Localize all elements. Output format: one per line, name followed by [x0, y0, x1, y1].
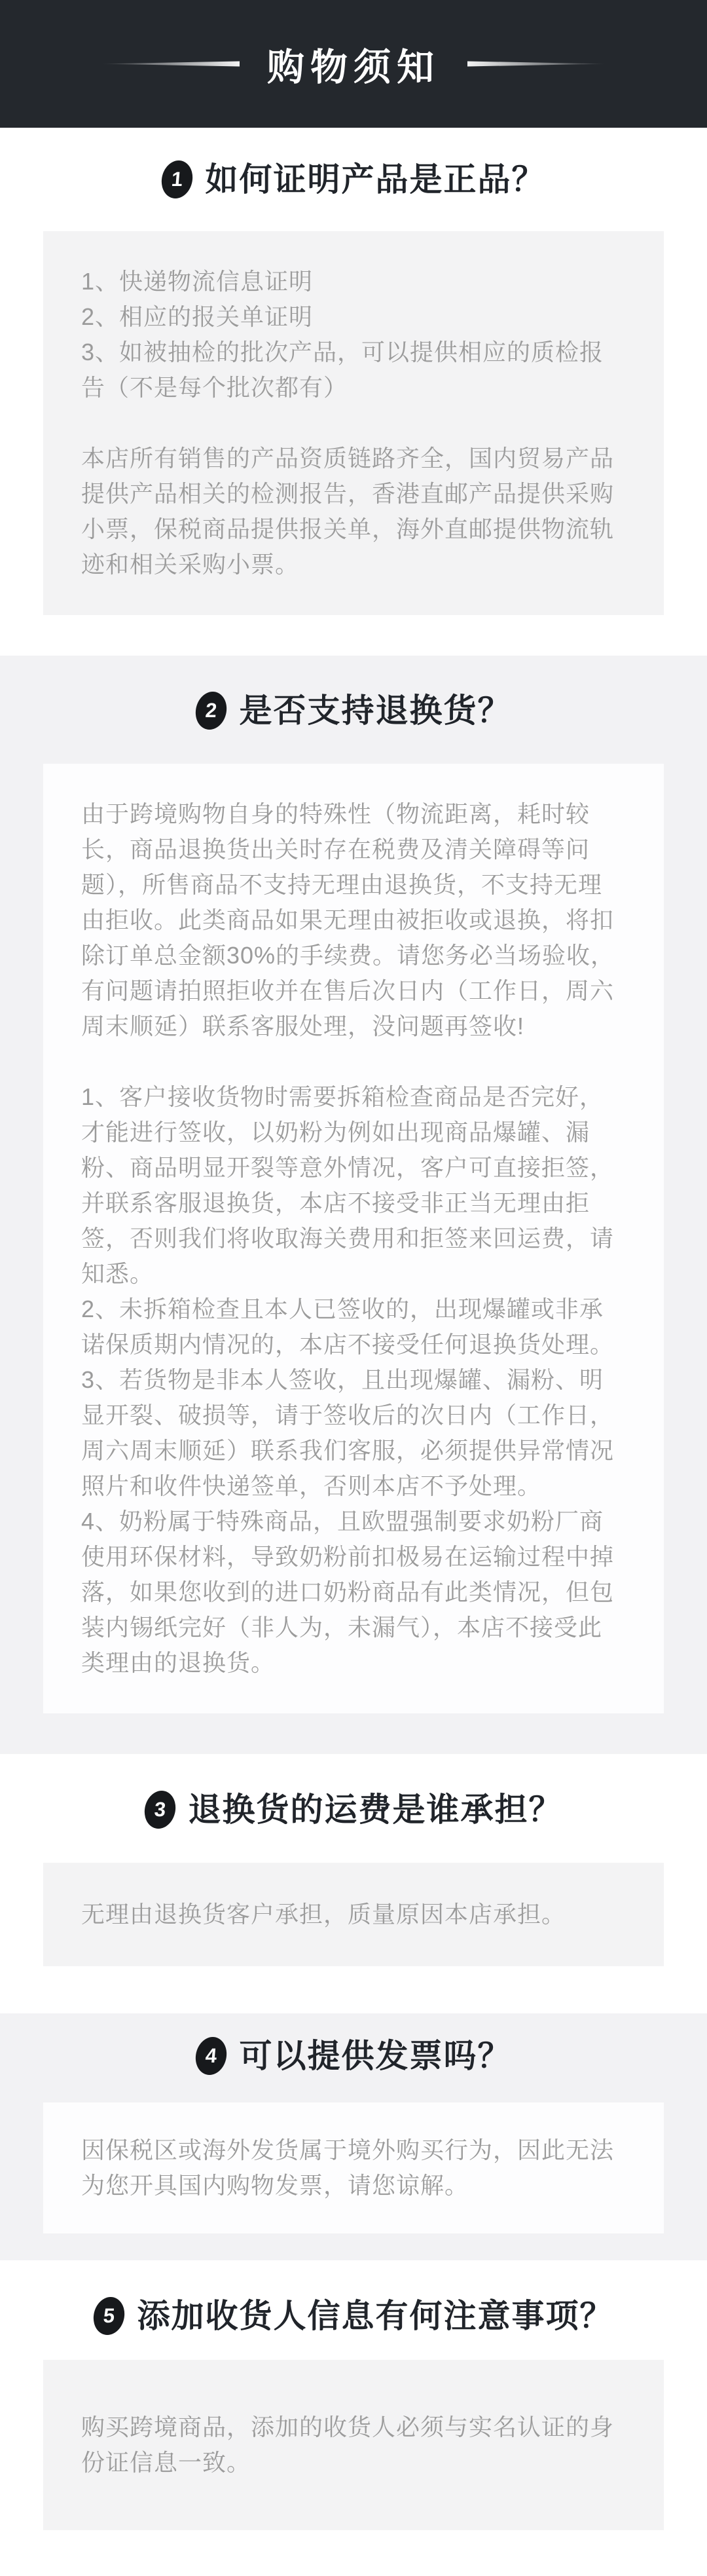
number-badge: 5 — [92, 2297, 126, 2335]
banner-right-line-icon — [467, 61, 606, 67]
number-badge: 2 — [194, 692, 228, 730]
list-item: 3、如被抽检的批次产品，可以提供相应的质检报告（不是每个批次都有） — [81, 339, 604, 401]
paragraph: 由于跨境购物自身的特殊性（物流距离，耗时较长，商品退换货出关时存在税费及清关障碍等问题），所售商品不支持无理由退换货，不支持无理由拒收。此类商品如果无理由被拒收或退换，将扣除订单总金额30%的手续费。请您务必当场验收，有问题请拍照拒收并在售后次日内（工作日，周六周末顺延）联系客服处理，没问题再签收! — [81, 800, 615, 1039]
content-box — [43, 231, 664, 615]
header-banner — [0, 0, 707, 128]
list-item: 3、若货物是非本人签收，且出现爆罐、漏粉、明显开裂、破损等，请于签收后的次日内（工作日，周六周末顺延）联系我们客服，必须提供异常情况照片和收件快递签单，否则本店不予处理。 — [81, 1366, 615, 1499]
paragraph: 购买跨境商品，添加的收货人必须与实名认证的身份证信息一致。 — [81, 2414, 615, 2476]
section-heading — [0, 692, 707, 730]
section-heading — [0, 160, 707, 198]
number-badge: 3 — [143, 1791, 177, 1829]
list-item: 2、相应的报关单证明 — [81, 303, 314, 330]
content-box — [43, 764, 664, 1713]
list-item: 2、未拆箱检查且本人已签收的，出现爆罐或非承诺保质期内情况的，本店不接受任何退换货处理。 — [81, 1296, 615, 1358]
section-title: 是否支持退换货？ — [239, 692, 512, 729]
list-item: 4、奶粉属于特殊商品，且欧盟强制要求奶粉厂商使用环保材料，导致奶粉前扣极易在运输过程中掉落，如果您收到的进口奶粉商品有此类情况，但包装内锡纸完好（非人为，未漏气），本店不接受此类理由的退换货。 — [81, 1508, 615, 1676]
list-item: 1、客户接收货物时需要拆箱检查商品是否完好，才能进行签收，以奶粉为例如出现商品爆罐、漏粉、商品明显开裂等意外情况，客户可直接拒签，并联系客服退换货，本店不接受非正当无理由拒签，否则我们将收取海关费用和拒签来回运费，请知悉。 — [81, 1083, 615, 1287]
list-item: 1、快递物流信息证明 — [81, 268, 314, 295]
section-title: 可以提供发票吗？ — [239, 2038, 512, 2074]
section-title: 添加收货人信息有何注意事项？ — [137, 2298, 614, 2334]
section-heading — [0, 2297, 707, 2335]
section-invoice — [0, 2013, 707, 2260]
section-authenticity — [0, 128, 707, 656]
paragraph: 本店所有销售的产品资质链路齐全，国内贸易产品提供产品相关的检测报告，香港直邮产品提供采购小票，保税商品提供报关单，海外直邮提供物流轨迹和相关采购小票。 — [81, 445, 615, 578]
section-heading — [0, 1791, 707, 1829]
section-returns — [0, 656, 707, 1754]
paragraph: 因保税区或海外发货属于境外购买行为，因此无法为您开具国内购物发票，请您谅解。 — [81, 2137, 615, 2199]
number-badge: 4 — [194, 2037, 228, 2075]
banner-left-line-icon — [101, 61, 240, 67]
section-title: 如何证明产品是正品？ — [205, 161, 546, 198]
section-consignee-info — [0, 2260, 707, 2576]
paragraph: 无理由退换货客户承担，质量原因本店承担。 — [81, 1901, 566, 1928]
section-shipping-fee — [0, 1754, 707, 2013]
number-badge: 1 — [160, 160, 194, 198]
page-title: 购物须知 — [267, 46, 440, 88]
section-title: 退换货的运费是谁承担？ — [188, 1791, 563, 1828]
content-box — [43, 1863, 664, 1966]
content-box — [43, 2360, 664, 2530]
section-heading — [0, 2037, 707, 2075]
content-box — [43, 2102, 664, 2233]
